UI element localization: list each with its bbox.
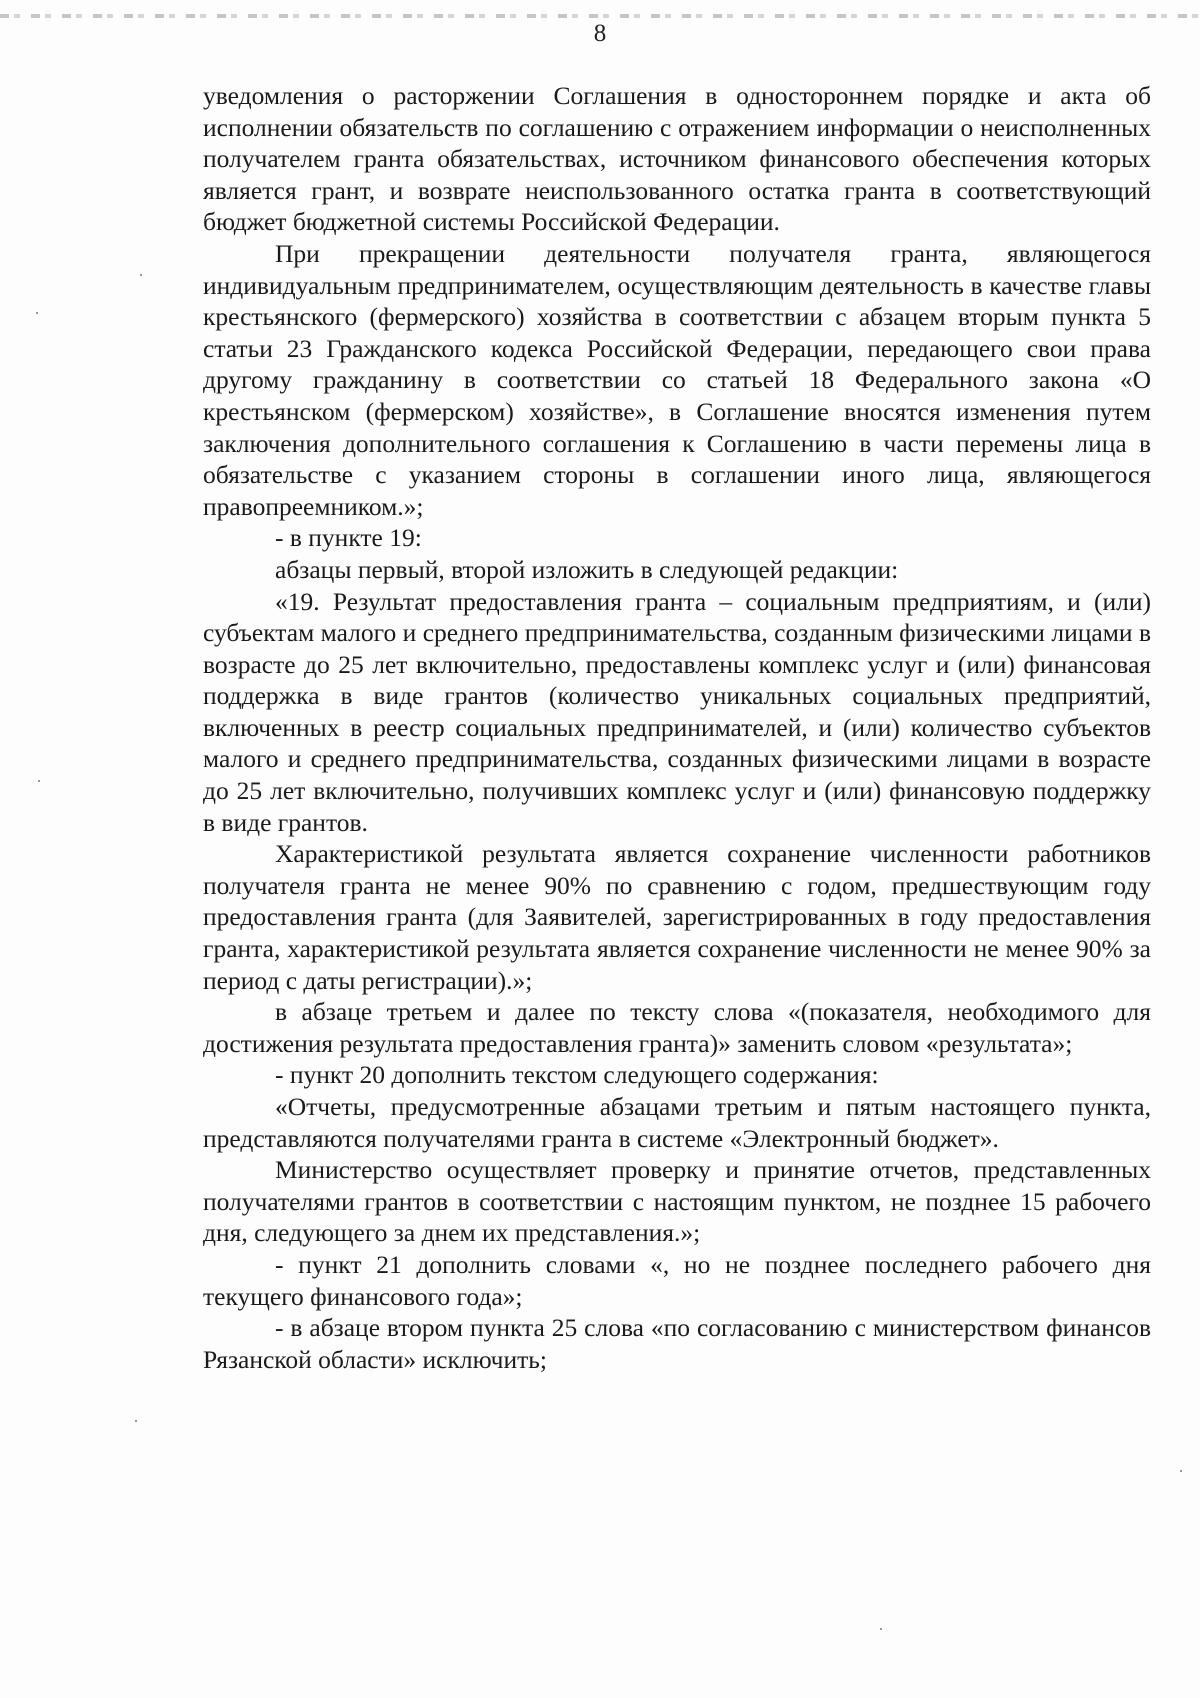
paragraph-7: в абзаце третьем и далее по тексту слова «(показателя, необходимого для достижения результата предоставления гранта)» заменить словом «результата»; xyxy=(203,997,1151,1058)
scan-speck xyxy=(38,780,40,782)
paragraph-3: - в пункте 19: xyxy=(275,523,422,553)
paragraph-4: абзацы первый, второй изложить в следующей редакции: xyxy=(275,554,899,584)
scan-speck xyxy=(880,1628,882,1630)
paragraph-6: Характеристикой результата является сохранение численности работников получателя гранта не менее 90% по сравнению с годом, предшествующим году предоставления гранта (для Заявителей, зарегистрированных в году предоставления гранта, характеристикой результата является сохранение численности не менее 90% за период с даты регистрации).»; xyxy=(203,839,1151,995)
scan-speck xyxy=(140,274,142,276)
paragraph-1: уведомления о расторжении Соглашения в одностороннем порядке и акта об исполнении обязательств по соглашению с отражением информации о неисполненных получателем гранта обязательствах, источником финансового обеспечения которых является грант, и возврате неиспользованного остатка гранта в соответствующий бюджет бюджетной системы Российской Федерации. xyxy=(203,81,1151,237)
paragraph-9: «Отчеты, предусмотренные абзацами третьим и пятым настоящего пункта, представляются получателями гранта в системе «Электронный бюджет». xyxy=(203,1092,1151,1153)
document-body xyxy=(203,80,1151,1375)
scan-speck xyxy=(36,312,38,314)
page-number: 8 xyxy=(593,20,607,47)
scan-speck xyxy=(135,1420,137,1422)
scan-top-edge xyxy=(0,14,1200,18)
paragraph-12: - в абзаце втором пункта 25 слова «по согласованию с министерством финансов Рязанской области» исключить; xyxy=(203,1313,1151,1374)
paragraph-8: - пункт 20 дополнить текстом следующего содержания: xyxy=(275,1060,879,1090)
paragraph-2: При прекращении деятельности получателя гранта, являющегося индивидуальным предпринимателем, осуществляющим деятельность в качестве главы крестьянского (фермерского) хозяйства в соответствии с абзацем вторым пункта 5 статьи 23 Гражданского кодекса Российской Федерации, передающего свои права другому гражданину в соответствии со статьей 18 Федерального закона «О крестьянском (фермерском) хозяйстве», в Соглашение вносятся изменения путем заключения дополнительного соглашения к Соглашению в части перемены лица в обязательстве с указанием стороны в соглашении иного лица, являющегося правопреемником.»; xyxy=(203,238,1151,521)
paragraph-10: Министерство осуществляет проверку и принятие отчетов, представленных получателями грантов в соответствии с настоящим пунктом, не позднее 15 рабочего дня, следующего за днем их представления.»; xyxy=(203,1155,1151,1248)
paragraph-11: - пункт 21 дополнить словами «, но не позднее последнего рабочего дня текущего финансового года»; xyxy=(203,1249,1151,1311)
paragraph-5: «19. Результат предоставления гранта – социальным предприятиям, и (или) субъектам малого и среднего предпринимательства, созданным физическими лицами в возрасте до 25 лет включительно, предоставлены комплекс услуг и (или) финансовая поддержка в виде грантов (количество уникальных социальных предприятий, включенных в реестр социальных предпринимателей, и (или) количество субъектов малого и среднего предпринимательства, созданных физическими лицами в возрасте до 25 лет включительно, получивших комплекс услуг и (или) финансовую поддержку в виде грантов. xyxy=(203,586,1151,837)
scan-speck xyxy=(1180,1470,1182,1472)
